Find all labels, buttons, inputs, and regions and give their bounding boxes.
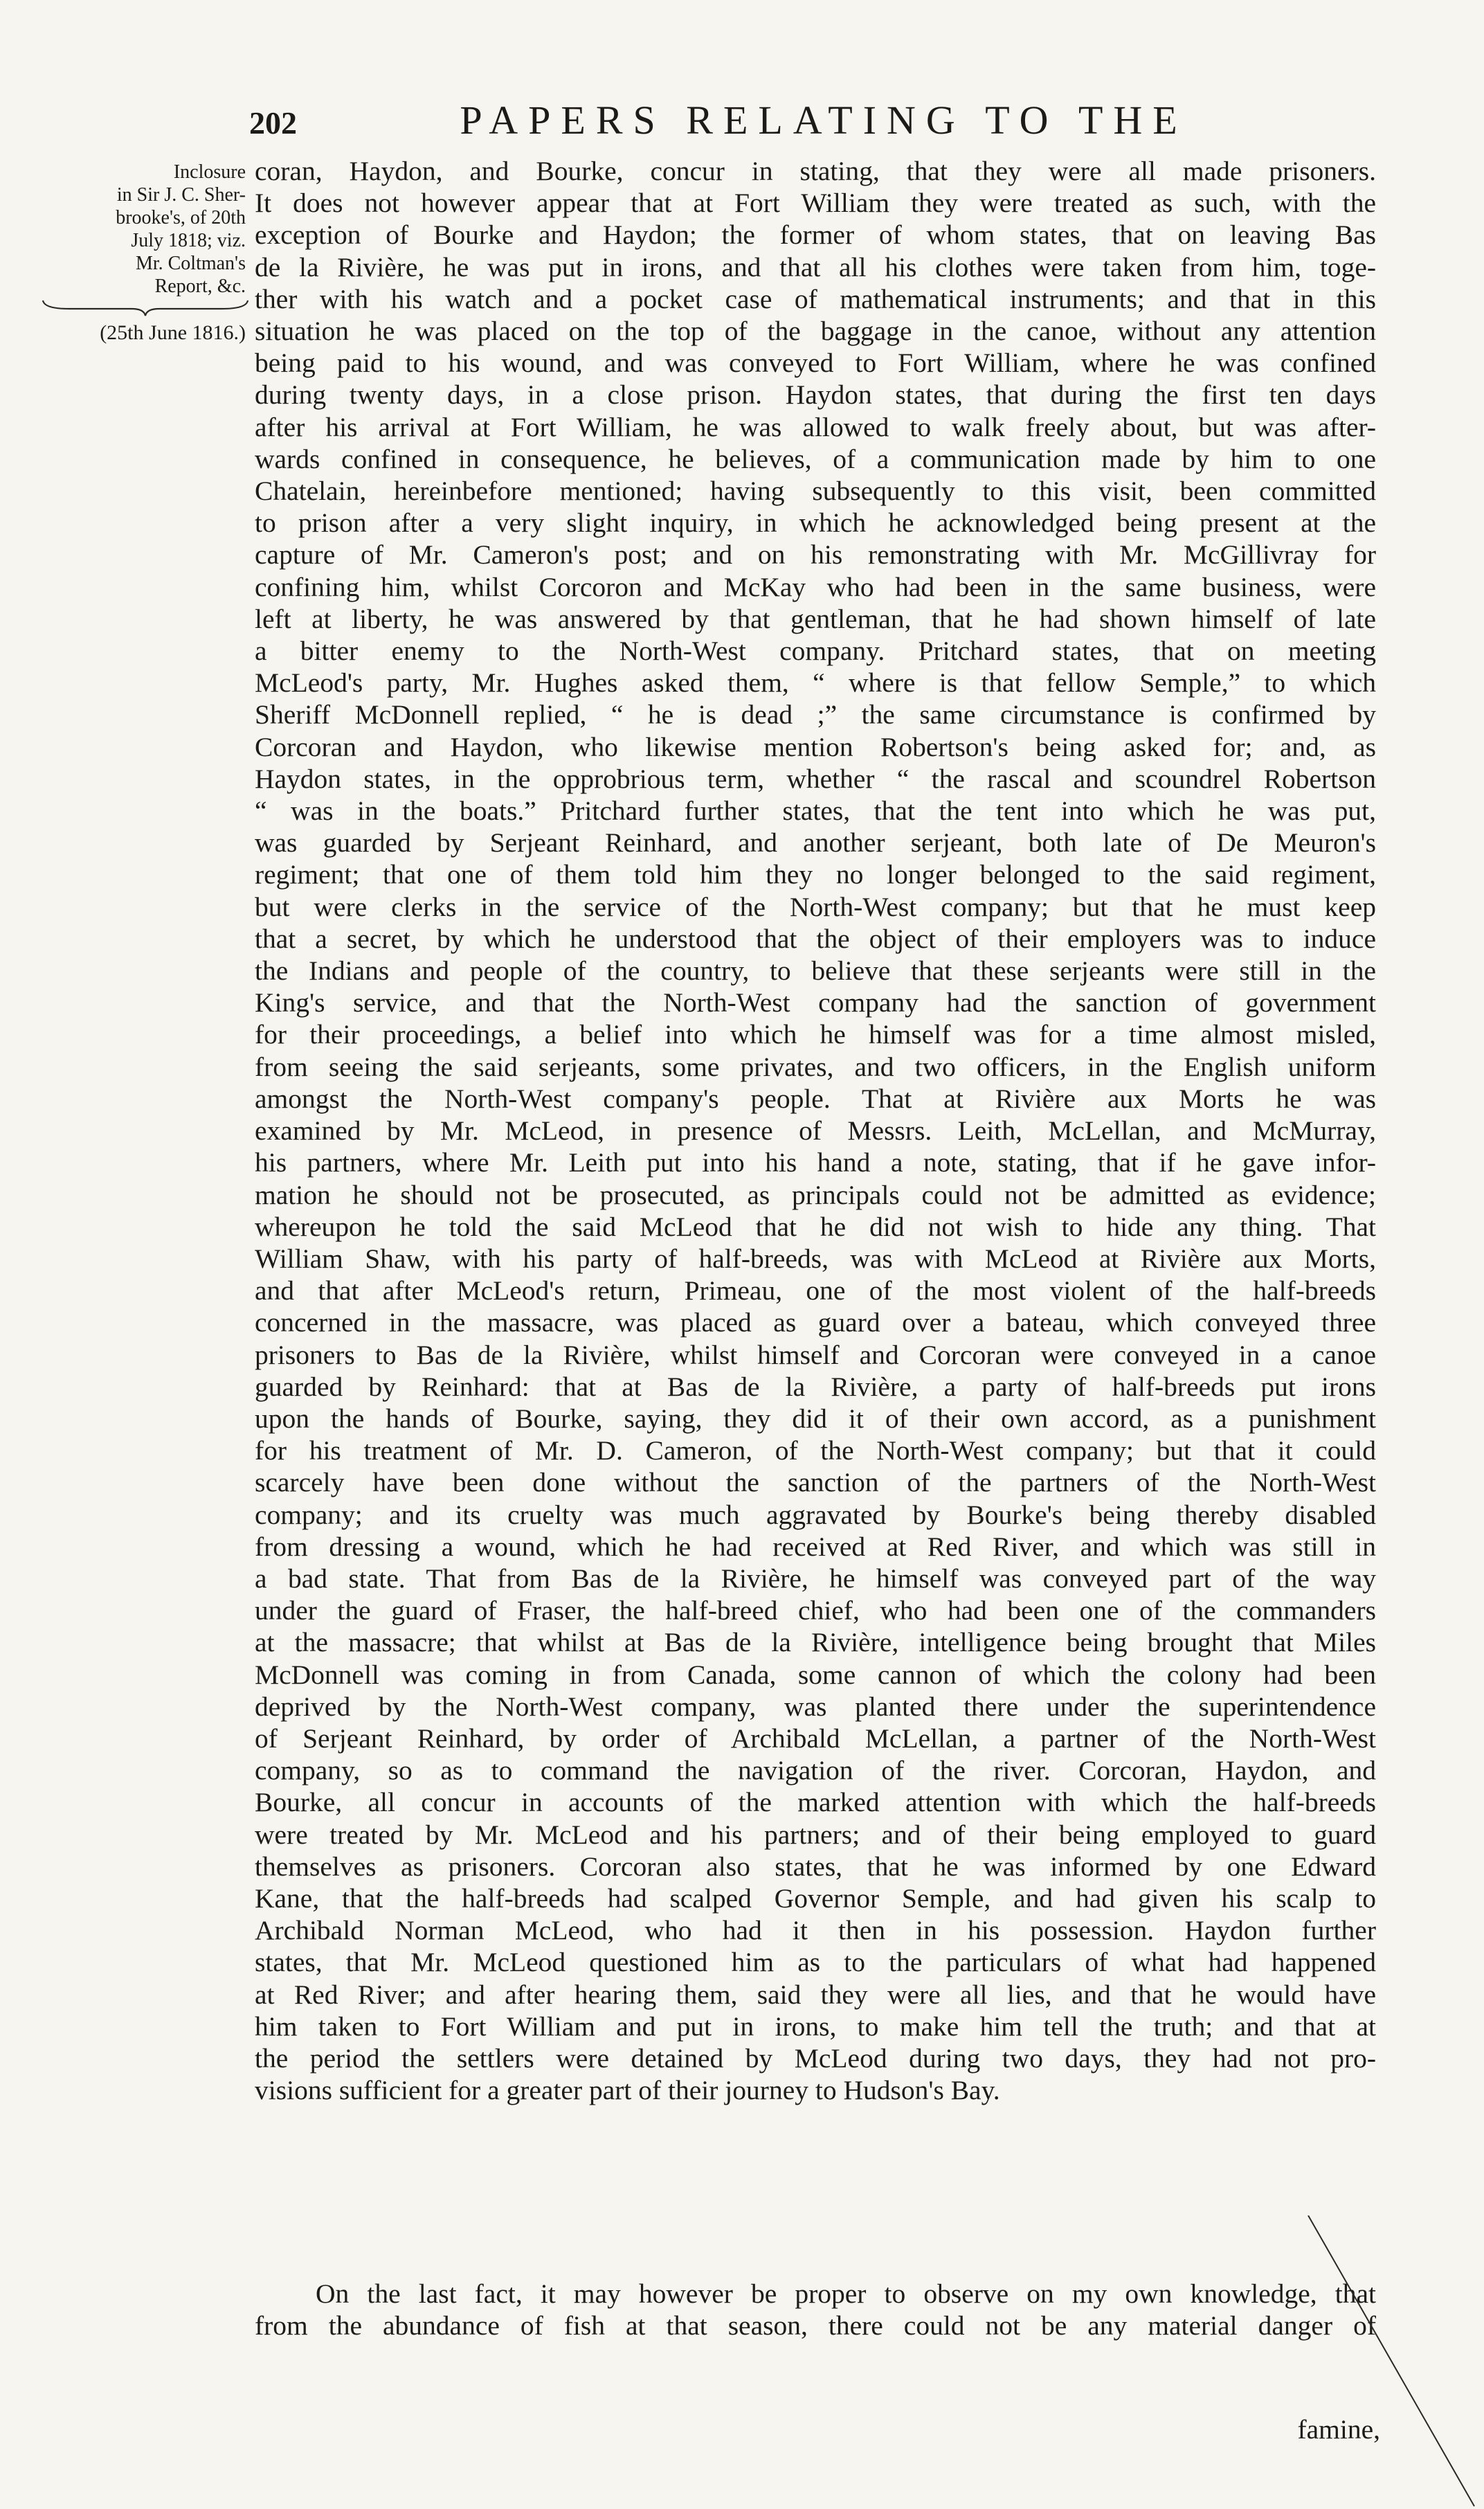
text-line: to prison after a very slight inquiry, in which he acknowledged being present at the: [255, 507, 1376, 539]
text-line: from seeing the said serjeants, some privates, and two officers, in the English uniform: [255, 1051, 1376, 1082]
text-line: themselves as prisoners. Corcoran also states, that he was informed by one Edward: [255, 1851, 1376, 1882]
text-line: “ was in the boats.” Pritchard further states, that the tent into which he was put,: [255, 795, 1376, 827]
text-line: visions sufficient for a greater part of their journey to Hudson's Bay.: [255, 2075, 1000, 2106]
text-line: that a secret, by which he understood that the object of their employers was to induce: [255, 923, 1376, 954]
text-line: upon the hands of Bourke, saying, they did it of their own accord, as a punishment: [255, 1403, 1376, 1434]
text-line: him taken to Fort William and put in irons, to make him tell the truth; and that at: [255, 2011, 1376, 2042]
text-line: a bad state. That from Bas de la Rivière, he himself was conveyed part of the way: [255, 1563, 1376, 1594]
text-line: for their proceedings, a belief into which he himself was for a time almost misled,: [255, 1019, 1376, 1050]
text-line: Sheriff McDonnell replied, “ he is dead ;” the same circumstance is confirmed by: [255, 699, 1376, 730]
text-line: situation he was placed on the top of the baggage in the canoe, without any attention: [255, 316, 1376, 347]
text-line: William Shaw, with his party of half-breeds, was with McLeod at Rivière aux Morts,: [255, 1243, 1376, 1274]
margin-note: [21, 161, 246, 344]
text-line: Bourke, all concur in accounts of the marked attention with which the half-breeds: [255, 1787, 1376, 1818]
text-line: from the abundance of fish at that season, there could not be any material danger of: [255, 2310, 1376, 2341]
text-line: were treated by Mr. McLeod and his partners; and of their being employed to guard: [255, 1819, 1376, 1850]
text-line: being paid to his wound, and was conveyed to Fort William, where he was confined: [255, 348, 1376, 379]
text-line: It does not however appear that at Fort William they were treated as such, with the: [255, 188, 1376, 219]
text-line: Chatelain, hereinbefore mentioned; having subsequently to this visit, been committed: [255, 476, 1376, 507]
margin-note-line: July 1818; viz.: [131, 230, 246, 251]
page-number: 202: [249, 105, 297, 141]
text-line: concerned in the massacre, was placed as guard over a bateau, which conveyed three: [255, 1307, 1376, 1338]
text-line: his partners, where Mr. Leith put into his hand a note, stating, that if he gave infor-: [255, 1147, 1376, 1178]
margin-note-date: (25th June 1816.): [100, 321, 246, 344]
margin-note-line: Report, &c.: [154, 276, 246, 297]
text-line: under the guard of Fraser, the half-breed chief, who had been one of the commanders: [255, 1595, 1376, 1626]
text-line: amongst the North-West company's people. That at Rivière aux Morts he was: [255, 1083, 1376, 1114]
text-line: the period the settlers were detained by McLeod during two days, they had not pro-: [255, 2042, 1376, 2074]
text-line: was guarded by Serjeant Reinhard, and another serjeant, both late of De Meuron's: [255, 827, 1376, 858]
text-line: from dressing a wound, which he had received at Red River, and which was still in: [255, 1531, 1376, 1562]
text-line: states, that Mr. McLeod questioned him as to the particulars of what had happened: [255, 1947, 1376, 1978]
margin-brace: [21, 298, 246, 317]
text-line: whereupon he told the said McLeod that he did not wish to hide any thing. That: [255, 1211, 1376, 1242]
text-line: at the massacre; that whilst at Bas de la Rivière, intelligence being brought that Miles: [255, 1627, 1376, 1658]
body-paragraph: [255, 155, 1376, 2106]
text-line: and that after McLeod's return, Primeau, one of the most violent of the half-breeds: [255, 1275, 1376, 1306]
text-line: company; and its cruelty was much aggravated by Bourke's being thereby disabled: [255, 1499, 1376, 1530]
text-line: Archibald Norman McLeod, who had it then in his possession. Haydon further: [255, 1915, 1376, 1946]
text-line: a bitter enemy to the North-West company. Pritchard states, that on meeting: [255, 636, 1376, 667]
text-line: prisoners to Bas de la Rivière, whilst himself and Corcoran were conveyed in a canoe: [255, 1339, 1376, 1370]
text-line: Haydon states, in the opprobrious term, whether “ the rascal and scoundrel Robertson: [255, 763, 1376, 794]
text-line: coran, Haydon, and Bourke, concur in stating, that they were all made prisoners.: [255, 156, 1376, 186]
text-line: On the last fact, it may however be proper to observe on my own knowledge, that: [316, 2278, 1376, 2309]
text-line: Corcoran and Haydon, who likewise mention Robertson's being asked for; and, as: [255, 731, 1376, 762]
scan-artifact-line: [1301, 2215, 1481, 2509]
text-line: guarded by Reinhard: that at Bas de la Rivière, a party of half-breeds put irons: [255, 1371, 1376, 1402]
text-line: during twenty days, in a close prison. Haydon states, that during the first ten days: [255, 379, 1376, 411]
text-line: de la Rivière, he was put in irons, and that all his clothes were taken from him, toge-: [255, 251, 1376, 282]
text-line: company, so as to command the navigation of the river. Corcoran, Haydon, and: [255, 1755, 1376, 1786]
catchword: famine,: [1297, 2414, 1380, 2445]
margin-note-line: Mr. Coltman's: [135, 253, 246, 274]
text-line: confining him, whilst Corcoron and McKay who had been in the same business, were: [255, 571, 1376, 602]
text-line: the Indians and people of the country, to believe that these serjeants were still in the: [255, 955, 1376, 987]
text-line: McDonnell was coming in from Canada, some cannon of which the colony had been: [255, 1659, 1376, 1690]
text-line: scarcely have been done without the sanction of the partners of the North-West: [255, 1467, 1376, 1498]
margin-note-line: brooke's, of 20th: [116, 207, 246, 228]
text-line: at Red River; and after hearing them, said they were all lies, and that he would have: [255, 1979, 1376, 2010]
text-line: deprived by the North-West company, was planted there under the superintendence: [255, 1691, 1376, 1722]
text-line: mation he should not be prosecuted, as principals could not be admitted as evidence;: [255, 1179, 1376, 1210]
page-header: [249, 97, 1384, 143]
text-line: King's service, and that the North-West company had the sanction of government: [255, 987, 1376, 1018]
text-line: but were clerks in the service of the North-West company; but that he must keep: [255, 891, 1376, 922]
text-line: capture of Mr. Cameron's post; and on his remonstrating with Mr. McGillivray for: [255, 539, 1376, 570]
text-line: for his treatment of Mr. D. Cameron, of the North-West company; but that it could: [255, 1435, 1376, 1466]
text-line: left at liberty, he was answered by that gentleman, that he had shown himself of late: [255, 603, 1376, 634]
margin-note-line: Inclosure: [173, 161, 246, 183]
text-line: wards confined in consequence, he believes, of a communication made by him to one: [255, 443, 1376, 474]
text-line: McLeod's party, Mr. Hughes asked them, “ where is that fellow Semple,” to which: [255, 667, 1376, 699]
running-title: PAPERS RELATING TO THE: [460, 98, 1188, 143]
text-line: Kane, that the half-breeds had scalped Governor Semple, and had given his scalp to: [255, 1882, 1376, 1914]
text-line: regiment; that one of them told him they no longer belonged to the said regiment,: [255, 859, 1376, 890]
text-line: of Serjeant Reinhard, by order of Archibald McLellan, a partner of the North-West: [255, 1723, 1376, 1754]
text-line: after his arrival at Fort William, he was allowed to walk freely about, but was after-: [255, 411, 1376, 442]
margin-note-line: in Sir J. C. Sher-: [116, 184, 246, 206]
text-line: ther with his watch and a pocket case of mathematical instruments; and that in this: [255, 283, 1376, 314]
text-line: exception of Bourke and Haydon; the former of whom states, that on leaving Bas: [255, 219, 1376, 251]
text-line: examined by Mr. McLeod, in presence of Messrs. Leith, McLellan, and McMurray,: [255, 1115, 1376, 1146]
closing-paragraph: [255, 2278, 1376, 2341]
